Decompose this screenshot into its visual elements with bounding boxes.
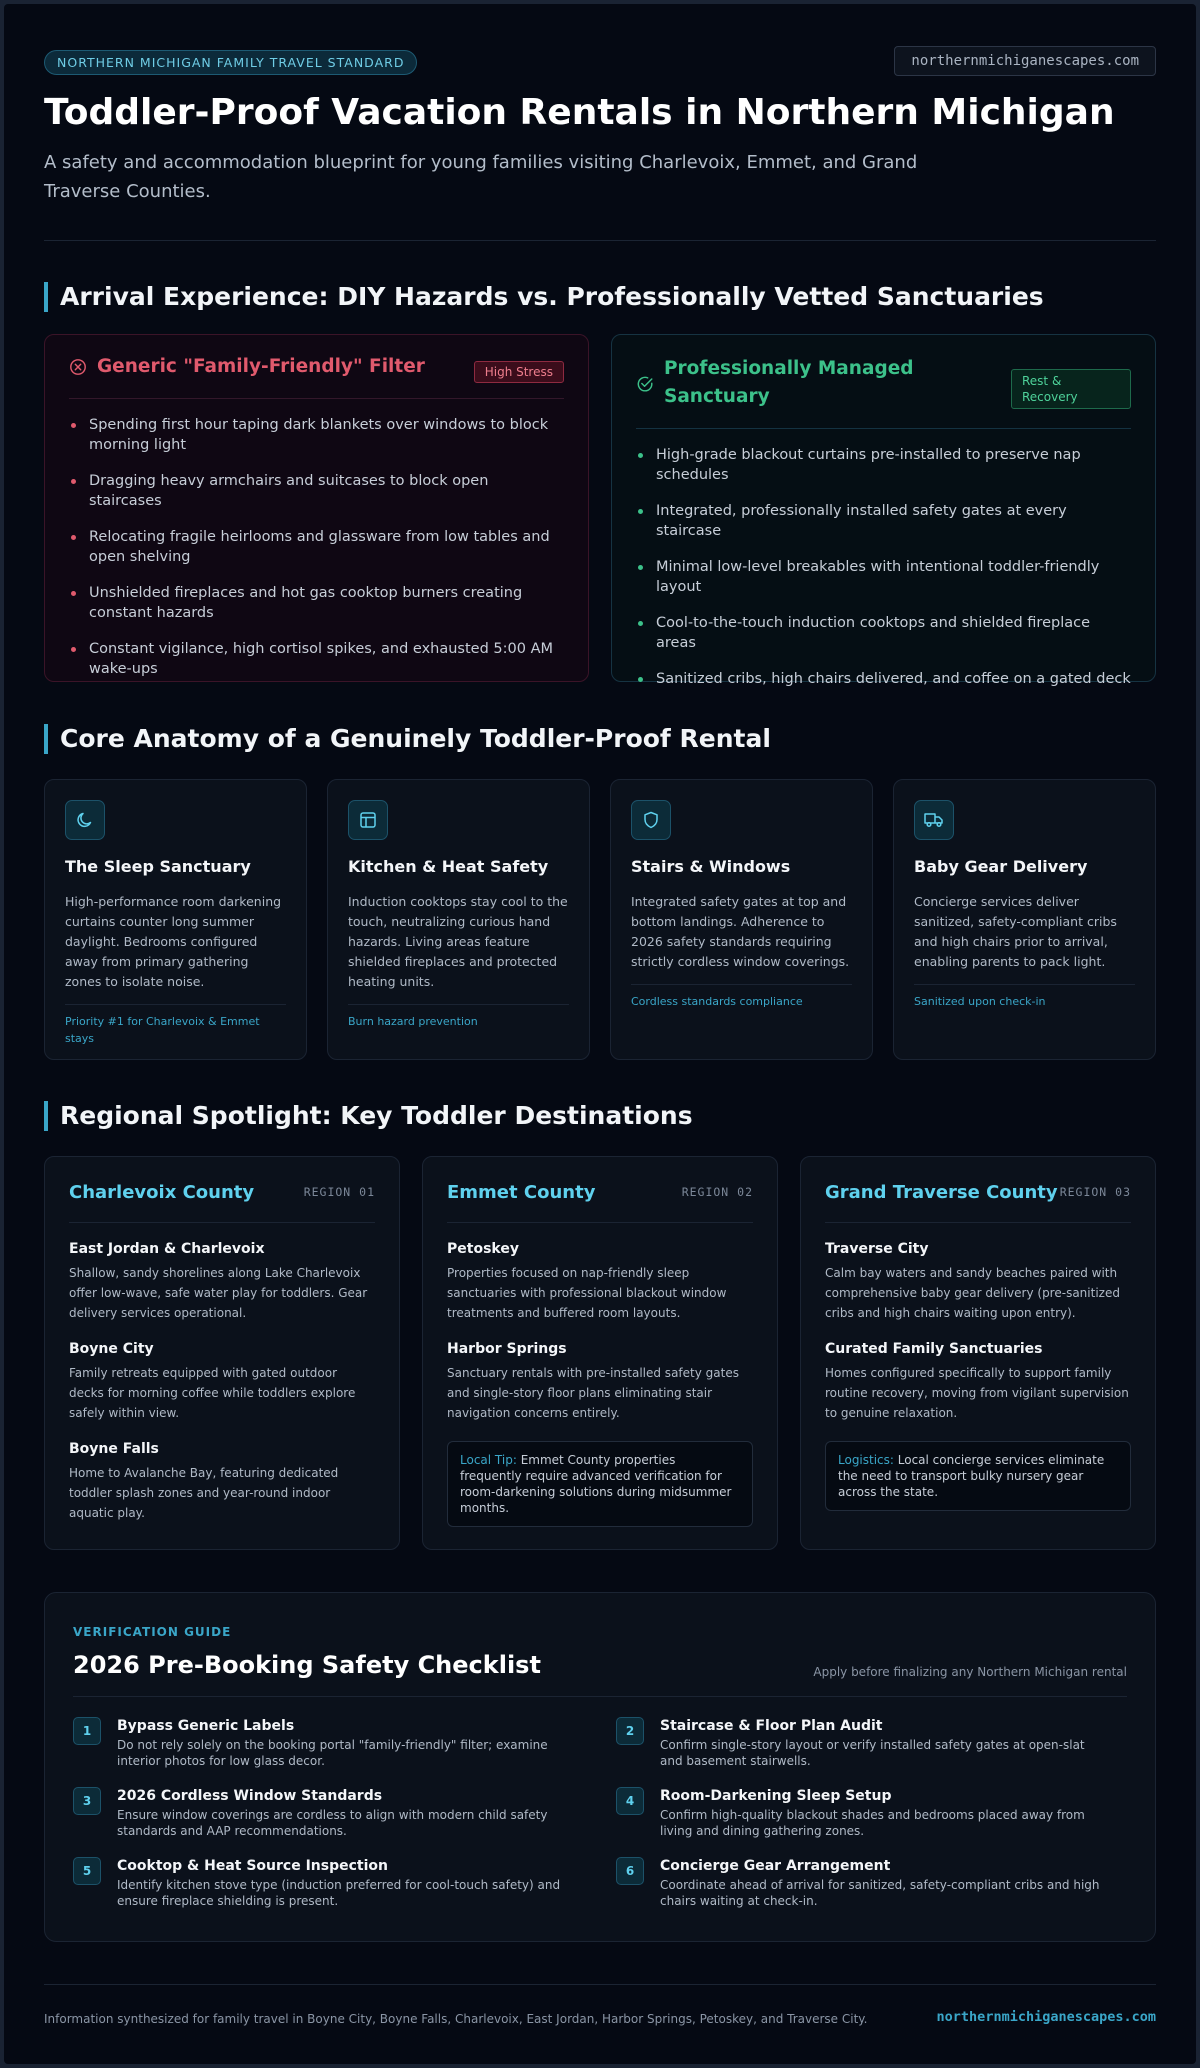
- city-entry: [69, 1439, 375, 1523]
- region-title: Grand Traverse County: [825, 1182, 1058, 1203]
- x-circle-icon: [69, 358, 87, 376]
- section-title-regions: Regional Spotlight: Key Toddler Destinations: [44, 1101, 1156, 1131]
- step-title: Cooktop & Heat Source Inspection: [117, 1858, 388, 1874]
- city-description: Homes configured specifically to support family routine recovery, moving from vigilant supervision to genuine relaxation.: [825, 1366, 1129, 1420]
- anatomy-icon-box: [65, 800, 105, 840]
- city-entry: [825, 1239, 1131, 1323]
- footer-divider: [44, 1984, 1156, 1985]
- step-number: 6: [616, 1857, 644, 1885]
- anatomy-icon-box: [348, 800, 388, 840]
- anatomy-card-footnote: Sanitized upon check-in: [914, 984, 1135, 1010]
- checklist-step: [73, 1787, 563, 1839]
- city-entry: [447, 1339, 753, 1423]
- city-entry: [69, 1339, 375, 1423]
- list-item: Relocating fragile heirlooms and glassware from low tables and open shelving: [69, 527, 564, 567]
- checklist-divider: [73, 1696, 1127, 1697]
- list-item: Dragging heavy armchairs and suitcases to block open staircases: [69, 471, 564, 511]
- region-title: Emmet County: [447, 1182, 596, 1203]
- page-frame: [4, 4, 1196, 2064]
- city-name: Boyne City: [69, 1341, 154, 1357]
- footer-text: Information synthesized for family travel in Boyne City, Boyne Falls, Charlevoix, East Jordan, Harbor Springs, Petoskey, and Traverse City.: [44, 2012, 868, 2026]
- tip-label: Logistics:: [838, 1453, 894, 1467]
- city-name: Traverse City: [825, 1241, 929, 1257]
- step-text: Ensure window coverings are cordless to align with modern child safety standards and AAP recommendations.: [117, 1808, 548, 1838]
- step-text: Identify kitchen stove type (induction preferred for cool-touch safety) and ensure fireplace shielding is present.: [117, 1878, 561, 1908]
- sanctuary-card-header: [636, 335, 1131, 429]
- footer-domain-link[interactable]: northernmichiganescapes.com: [936, 2009, 1156, 2025]
- city-description: Calm bay waters and sandy beaches paired with comprehensive baby gear delivery (pre-sanitized cribs and high chairs waiting upon entry).: [825, 1266, 1120, 1320]
- truck-icon: [923, 810, 945, 830]
- city-entry: [825, 1339, 1131, 1423]
- step-title: 2026 Cordless Window Standards: [117, 1788, 383, 1804]
- region-number: REGION 02: [681, 1185, 753, 1199]
- anatomy-icon-box: [631, 800, 671, 840]
- region-card-header: [447, 1157, 753, 1223]
- region-card-emmet: [422, 1156, 778, 1550]
- city-name: East Jordan & Charlevoix: [69, 1241, 265, 1257]
- anatomy-card-footnote: Cordless standards compliance: [631, 984, 852, 1010]
- domain-badge[interactable]: northernmichiganescapes.com: [894, 46, 1156, 76]
- region-title: Charlevoix County: [69, 1182, 255, 1203]
- city-name: Petoskey: [447, 1241, 519, 1257]
- checklist-step: [73, 1857, 563, 1909]
- checklist-eyebrow: VERIFICATION GUIDE: [73, 1625, 232, 1639]
- shield-icon: [641, 810, 661, 830]
- list-item: Sanitized cribs, high chairs delivered, and coffee on a gated deck: [636, 669, 1131, 689]
- page-title: Toddler-Proof Vacation Rentals in Northern Michigan: [44, 92, 1115, 133]
- tip-text: Emmet County properties frequently require advanced verification for room-darkening solutions during midsummer months.: [460, 1453, 732, 1515]
- tip-label: Local Tip:: [460, 1453, 517, 1467]
- region-card-header: [825, 1157, 1131, 1223]
- city-entry: [69, 1239, 375, 1323]
- anatomy-card-body: High-performance room darkening curtains counter long summer daylight. Bedrooms configured away from primary gathering zones to isolate noise.: [65, 894, 282, 989]
- anatomy-card-footnote: Burn hazard prevention: [348, 1004, 569, 1030]
- sanctuary-feature-list: [636, 445, 1131, 689]
- step-number: 4: [616, 1787, 644, 1815]
- step-number: 2: [616, 1717, 644, 1745]
- city-entry: [447, 1239, 753, 1323]
- region-card-grand-traverse: [800, 1156, 1156, 1550]
- anatomy-card-stairs: [610, 779, 873, 1060]
- list-item: Constant vigilance, high cortisol spikes, and exhausted 5:00 AM wake-ups: [69, 639, 564, 679]
- checklist-step: [616, 1717, 1106, 1769]
- step-title: Bypass Generic Labels: [117, 1718, 295, 1734]
- moon-icon: [75, 810, 95, 830]
- anatomy-card-baby-gear: [893, 779, 1156, 1060]
- list-item: High-grade blackout curtains pre-installed to preserve nap schedules: [636, 445, 1131, 485]
- step-number: 3: [73, 1787, 101, 1815]
- tip-text: Local concierge services eliminate the need to transport bulky nursery gear across the state.: [838, 1453, 1105, 1499]
- checklist-step: [73, 1717, 563, 1769]
- anatomy-card-body: Integrated safety gates at top and bottom landings. Adherence to 2026 safety standards requiring strictly cordless window coverings.: [631, 894, 850, 969]
- anatomy-card-title: Baby Gear Delivery: [914, 857, 1088, 876]
- logistics-tip-box: [825, 1441, 1131, 1511]
- sanctuary-card-title: Professionally Managed Sanctuary: [664, 358, 914, 407]
- anatomy-card-body: Induction cooktops stay cool to the touch, neutralizing curious hand hazards. Living areas feature shielded fireplaces and protected heating units.: [348, 894, 568, 989]
- header-divider: [44, 240, 1156, 241]
- region-number: REGION 01: [303, 1185, 375, 1199]
- checklist-step: [616, 1787, 1106, 1839]
- standard-pill: NORTHERN MICHIGAN FAMILY TRAVEL STANDARD: [44, 50, 417, 75]
- page-subtitle: A safety and accommodation blueprint for young families visiting Charlevoix, Emmet, and Grand Traverse Counties.: [44, 152, 918, 202]
- step-title: Staircase & Floor Plan Audit: [660, 1718, 883, 1734]
- city-name: Curated Family Sanctuaries: [825, 1341, 1043, 1357]
- step-title: Concierge Gear Arrangement: [660, 1858, 891, 1874]
- step-number: 1: [73, 1717, 101, 1745]
- city-description: Shallow, sandy shorelines along Lake Charlevoix offer low-wave, safe water play for toddlers. Gear delivery services operational.: [69, 1266, 368, 1320]
- list-item: Cool-to-the-touch induction cooktops and shielded fireplace areas: [636, 613, 1131, 653]
- header-top-row: [44, 46, 1156, 76]
- region-card-charlevoix: [44, 1156, 400, 1550]
- step-text: Confirm high-quality blackout shades and bedrooms placed away from living and dining gathering zones.: [660, 1808, 1085, 1838]
- city-description: Sanctuary rentals with pre-installed safety gates and single-story floor plans eliminating stair navigation concerns entirely.: [447, 1366, 739, 1420]
- list-item: Unshielded fireplaces and hot gas cooktop burners creating constant hazards: [69, 583, 564, 623]
- managed-sanctuary-card: [611, 334, 1156, 687]
- step-text: Do not rely solely on the booking portal "family-friendly" filter; examine interior photos for low glass decor.: [117, 1738, 548, 1768]
- city-description: Home to Avalanche Bay, featuring dedicated toddler splash zones and year-round indoor aquatic play.: [69, 1466, 339, 1520]
- check-circle-icon: [636, 375, 654, 393]
- anatomy-card-sleep: [44, 779, 307, 1060]
- list-item: Spending first hour taping dark blankets over windows to block morning light: [69, 415, 564, 455]
- anatomy-card-title: Stairs & Windows: [631, 857, 791, 876]
- city-description: Family retreats equipped with gated outdoor decks for morning coffee while toddlers explore safely within view.: [69, 1366, 356, 1420]
- local-tip-box: [447, 1441, 753, 1527]
- safety-checklist: [44, 1592, 1156, 1942]
- anatomy-card-footnote: Priority #1 for Charlevoix & Emmet stays: [65, 1004, 286, 1047]
- anatomy-card-title: Kitchen & Heat Safety: [348, 857, 549, 876]
- diy-hazards-card: [44, 334, 589, 682]
- step-text: Confirm single-story layout or verify installed safety gates at open-slat and basement stairwells.: [660, 1738, 1085, 1768]
- layout-icon: [358, 810, 378, 830]
- list-item: Minimal low-level breakables with intentional toddler-friendly layout: [636, 557, 1131, 597]
- checklist-step: [616, 1857, 1106, 1909]
- region-number: REGION 03: [1059, 1185, 1131, 1199]
- checklist-title: 2026 Pre-Booking Safety Checklist: [73, 1651, 541, 1679]
- rest-recovery-badge: Rest & Recovery: [1011, 369, 1131, 409]
- checklist-note: Apply before finalizing any Northern Michigan rental: [813, 1665, 1127, 1679]
- city-description: Properties focused on nap-friendly sleep sanctuaries with professional blackout window treatments and buffered room layouts.: [447, 1266, 727, 1320]
- list-item: Integrated, professionally installed safety gates at every staircase: [636, 501, 1131, 541]
- diy-card-header: [69, 335, 564, 399]
- diy-hazard-list: [69, 415, 564, 679]
- step-title: Room-Darkening Sleep Setup: [660, 1788, 892, 1804]
- city-name: Boyne Falls: [69, 1441, 159, 1457]
- step-number: 5: [73, 1857, 101, 1885]
- section-title-arrival: Arrival Experience: DIY Hazards vs. Professionally Vetted Sanctuaries: [44, 282, 1156, 312]
- anatomy-icon-box: [914, 800, 954, 840]
- anatomy-card-body: Concierge services deliver sanitized, safety-compliant cribs and high chairs prior to arrival, enabling parents to pack light.: [914, 894, 1117, 969]
- high-stress-badge: High Stress: [474, 361, 564, 383]
- region-card-header: [69, 1157, 375, 1223]
- section-title-anatomy: Core Anatomy of a Genuinely Toddler-Proof Rental: [44, 724, 1156, 754]
- step-text: Coordinate ahead of arrival for sanitized, safety-compliant cribs and high chairs waiting at check-in.: [660, 1878, 1100, 1908]
- diy-card-title: Generic "Family-Friendly" Filter: [97, 356, 425, 377]
- city-name: Harbor Springs: [447, 1341, 567, 1357]
- anatomy-card-kitchen: [327, 779, 590, 1060]
- anatomy-card-title: The Sleep Sanctuary: [65, 857, 251, 876]
